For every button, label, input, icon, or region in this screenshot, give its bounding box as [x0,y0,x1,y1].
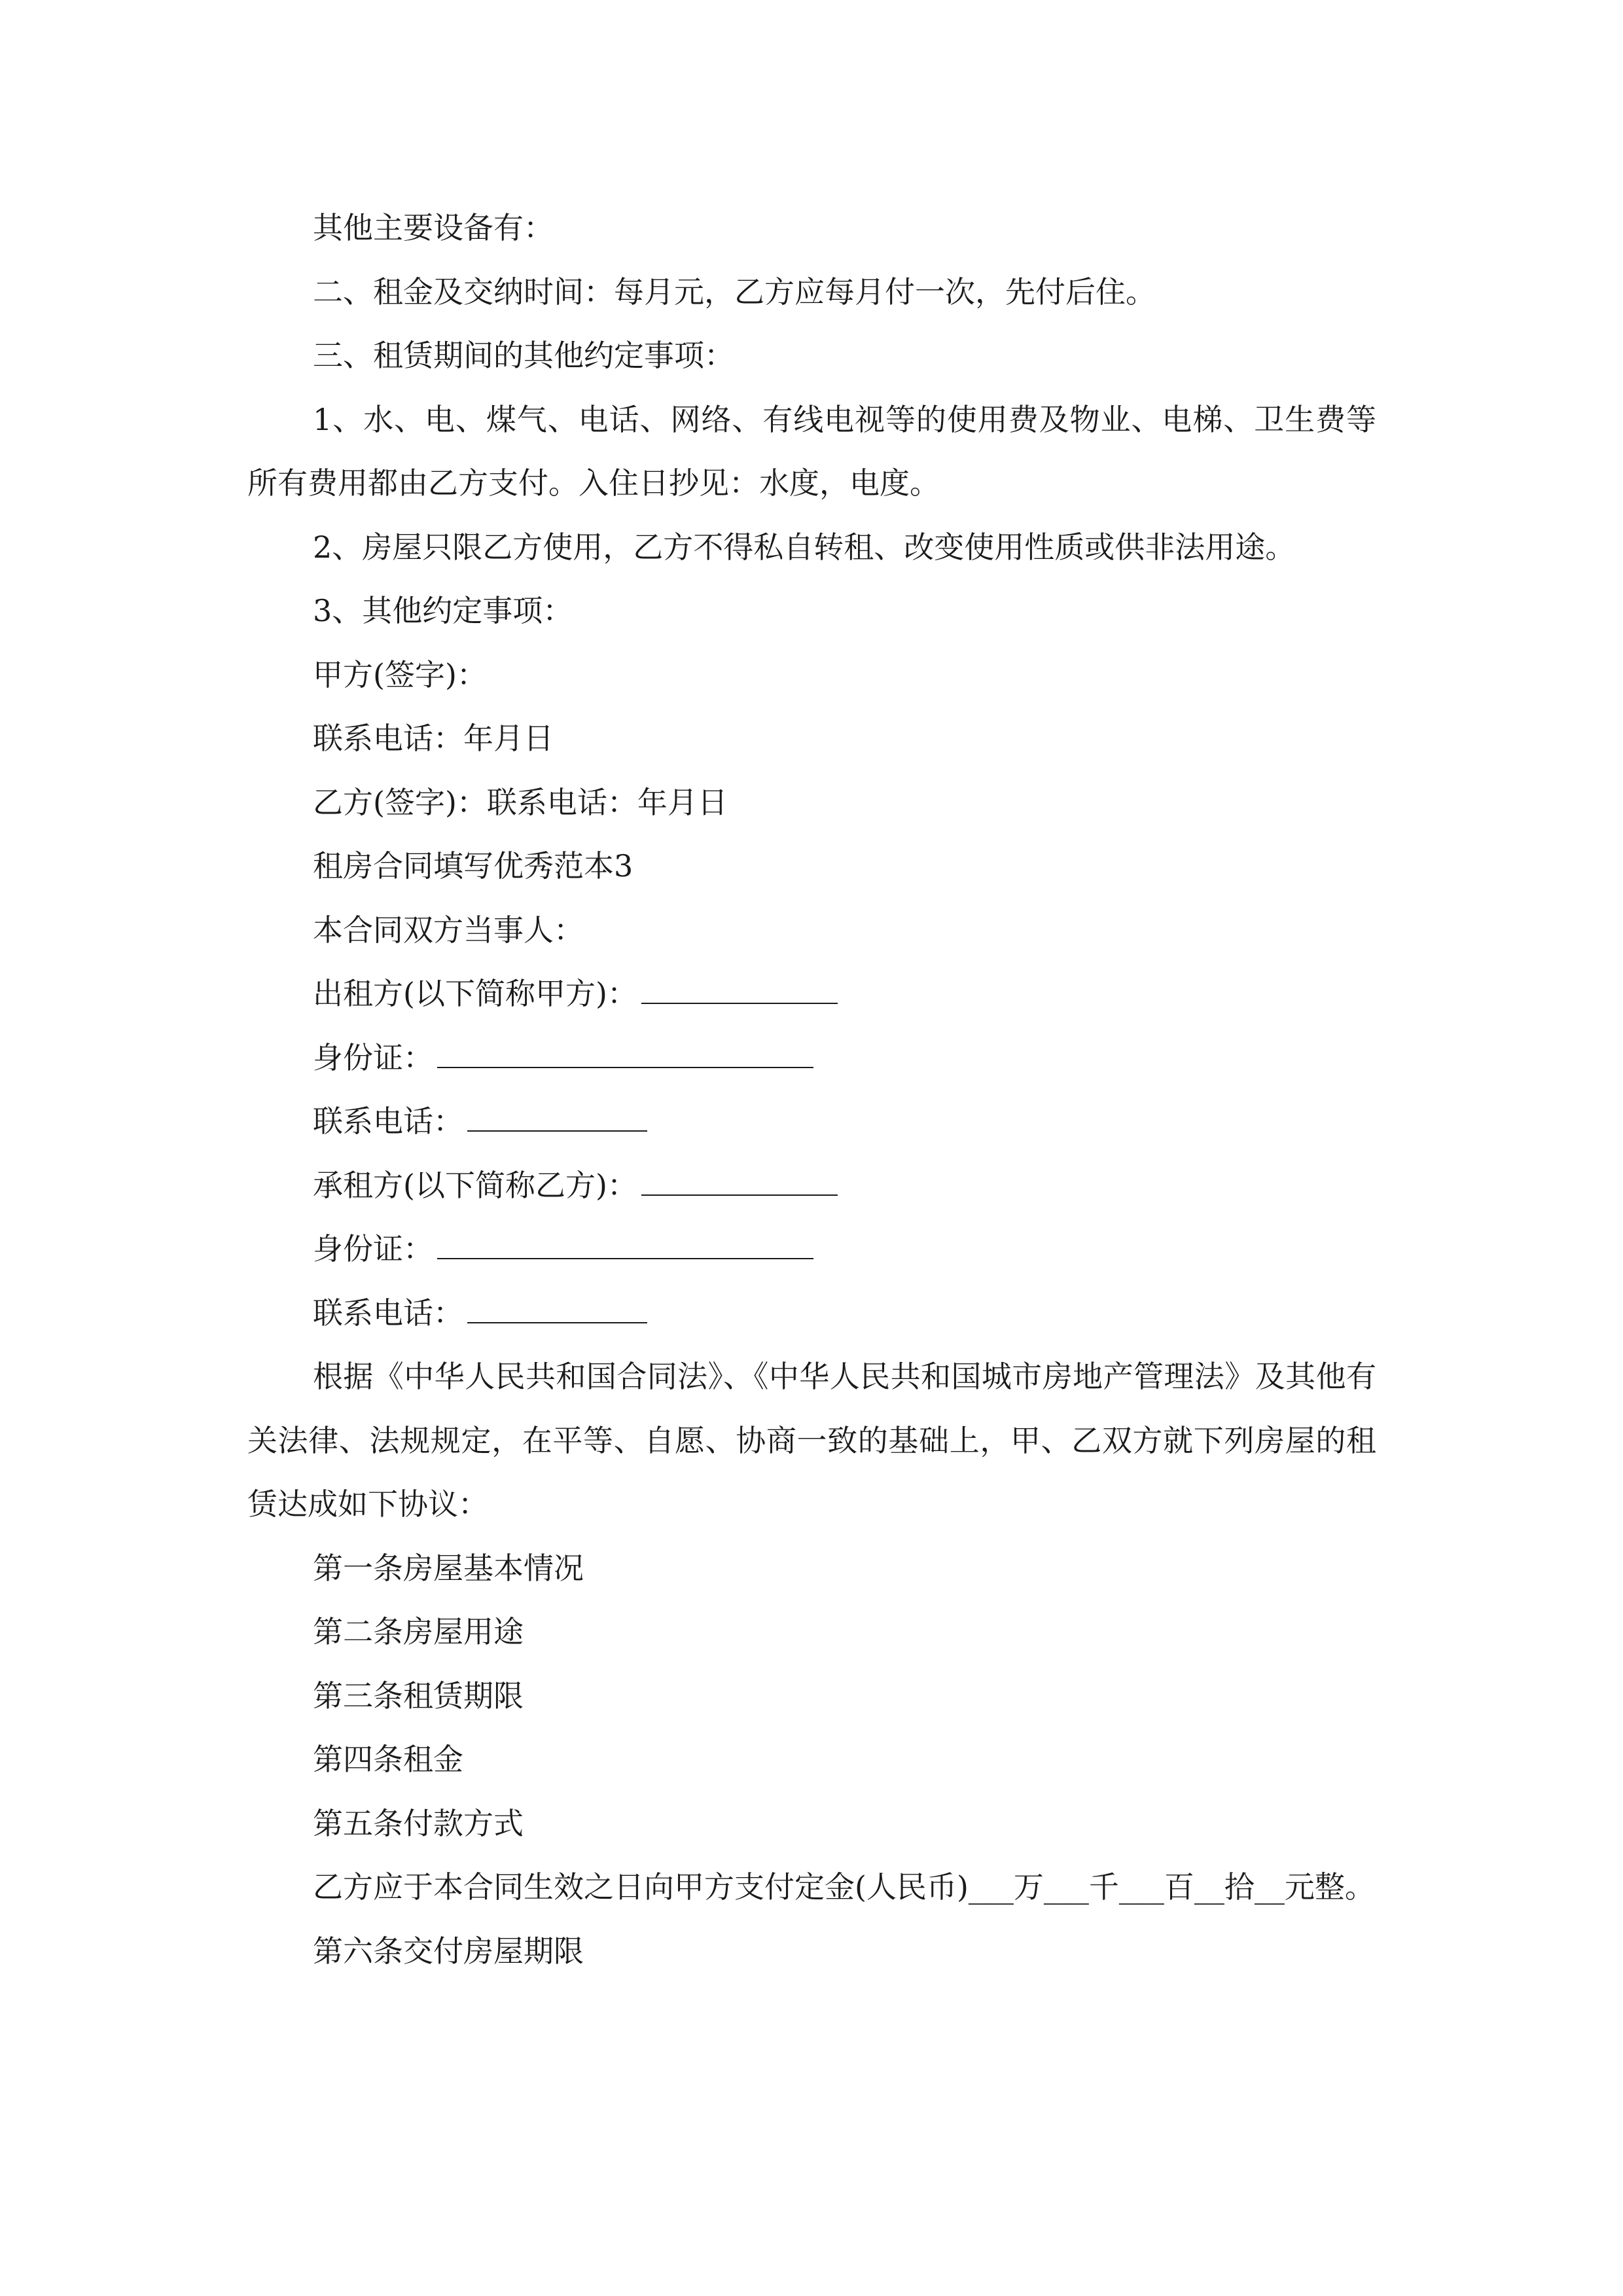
paragraph-rent-payment: 二、租金及交纳时间：每月元，乙方应每月付一次，先付后住。 [313,274,1156,310]
article-1-heading: 第一条房屋基本情况 [313,1550,584,1586]
party-a-contact-date: 联系电话：年月日 [313,721,554,756]
article-5-heading: 第五条付款方式 [313,1805,524,1841]
article-2-heading: 第二条房屋用途 [313,1614,524,1649]
document-body [247,196,1376,1983]
party-a-signature: 甲方(签字)： [313,656,487,692]
section-title-template-3: 租房合同填写优秀范本3 [313,848,633,884]
lessor-phone-line [247,1090,1376,1154]
lessor-label: 出租方(以下简称甲方)： [313,976,637,1011]
party-b-signature-contact-date: 乙方(签字)：联系电话：年月日 [313,784,728,820]
lessor-id-line [247,1026,1376,1090]
article-6-heading: 第六条交付房屋期限 [313,1933,584,1969]
lessee-line [247,1154,1376,1218]
paragraph-deposit: 乙方应于本合同生效之日向甲方支付定金(人民币)___万___千___百__拾__元整。 [313,1869,1375,1905]
paragraph-equipment: 其他主要设备有： [313,210,554,245]
lessor-blank [641,973,838,1004]
lessee-phone-line [247,1282,1376,1346]
lessee-id-blank [437,1228,813,1259]
lessee-phone-blank [467,1292,647,1323]
article-3-heading: 第三条租赁期限 [313,1677,524,1713]
paragraph-other-agreements: 3、其他约定事项： [313,593,573,628]
lessor-id-label: 身份证： [313,1039,433,1075]
lessor-line [247,962,1376,1026]
lessee-id-label: 身份证： [313,1231,433,1266]
lessee-blank [641,1164,838,1196]
parties-heading: 本合同双方当事人： [313,912,584,948]
lessor-phone-label: 联系电话： [313,1103,463,1139]
lessor-id-blank [437,1037,813,1068]
paragraph-usage-restriction: 2、房屋只限乙方使用，乙方不得私自转租、改变使用性质或供非法用途。 [313,529,1296,565]
article-4-heading: 第四条租金 [313,1742,463,1777]
lessee-id-line [247,1217,1376,1282]
lessee-phone-label: 联系电话： [313,1295,463,1331]
lessee-label: 承租方(以下简称乙方)： [313,1167,637,1203]
lessor-phone-blank [467,1100,647,1132]
paragraph-legal-basis: 根据《中华人民共和国合同法》、《中华人民共和国城市房地产管理法》及其他有关法律、法规规定，在平等、自愿、协商一致的基础上，甲、乙双方就下列房屋的租赁达成如下协议： [247,1359,1376,1522]
paragraph-other-terms-heading: 三、租赁期间的其他约定事项： [313,338,734,373]
paragraph-utilities: 1、水、电、煤气、电话、网络、有线电视等的使用费及物业、电梯、卫生费等所有费用都由乙方支付。入住日抄见：水度，电度。 [247,401,1376,501]
